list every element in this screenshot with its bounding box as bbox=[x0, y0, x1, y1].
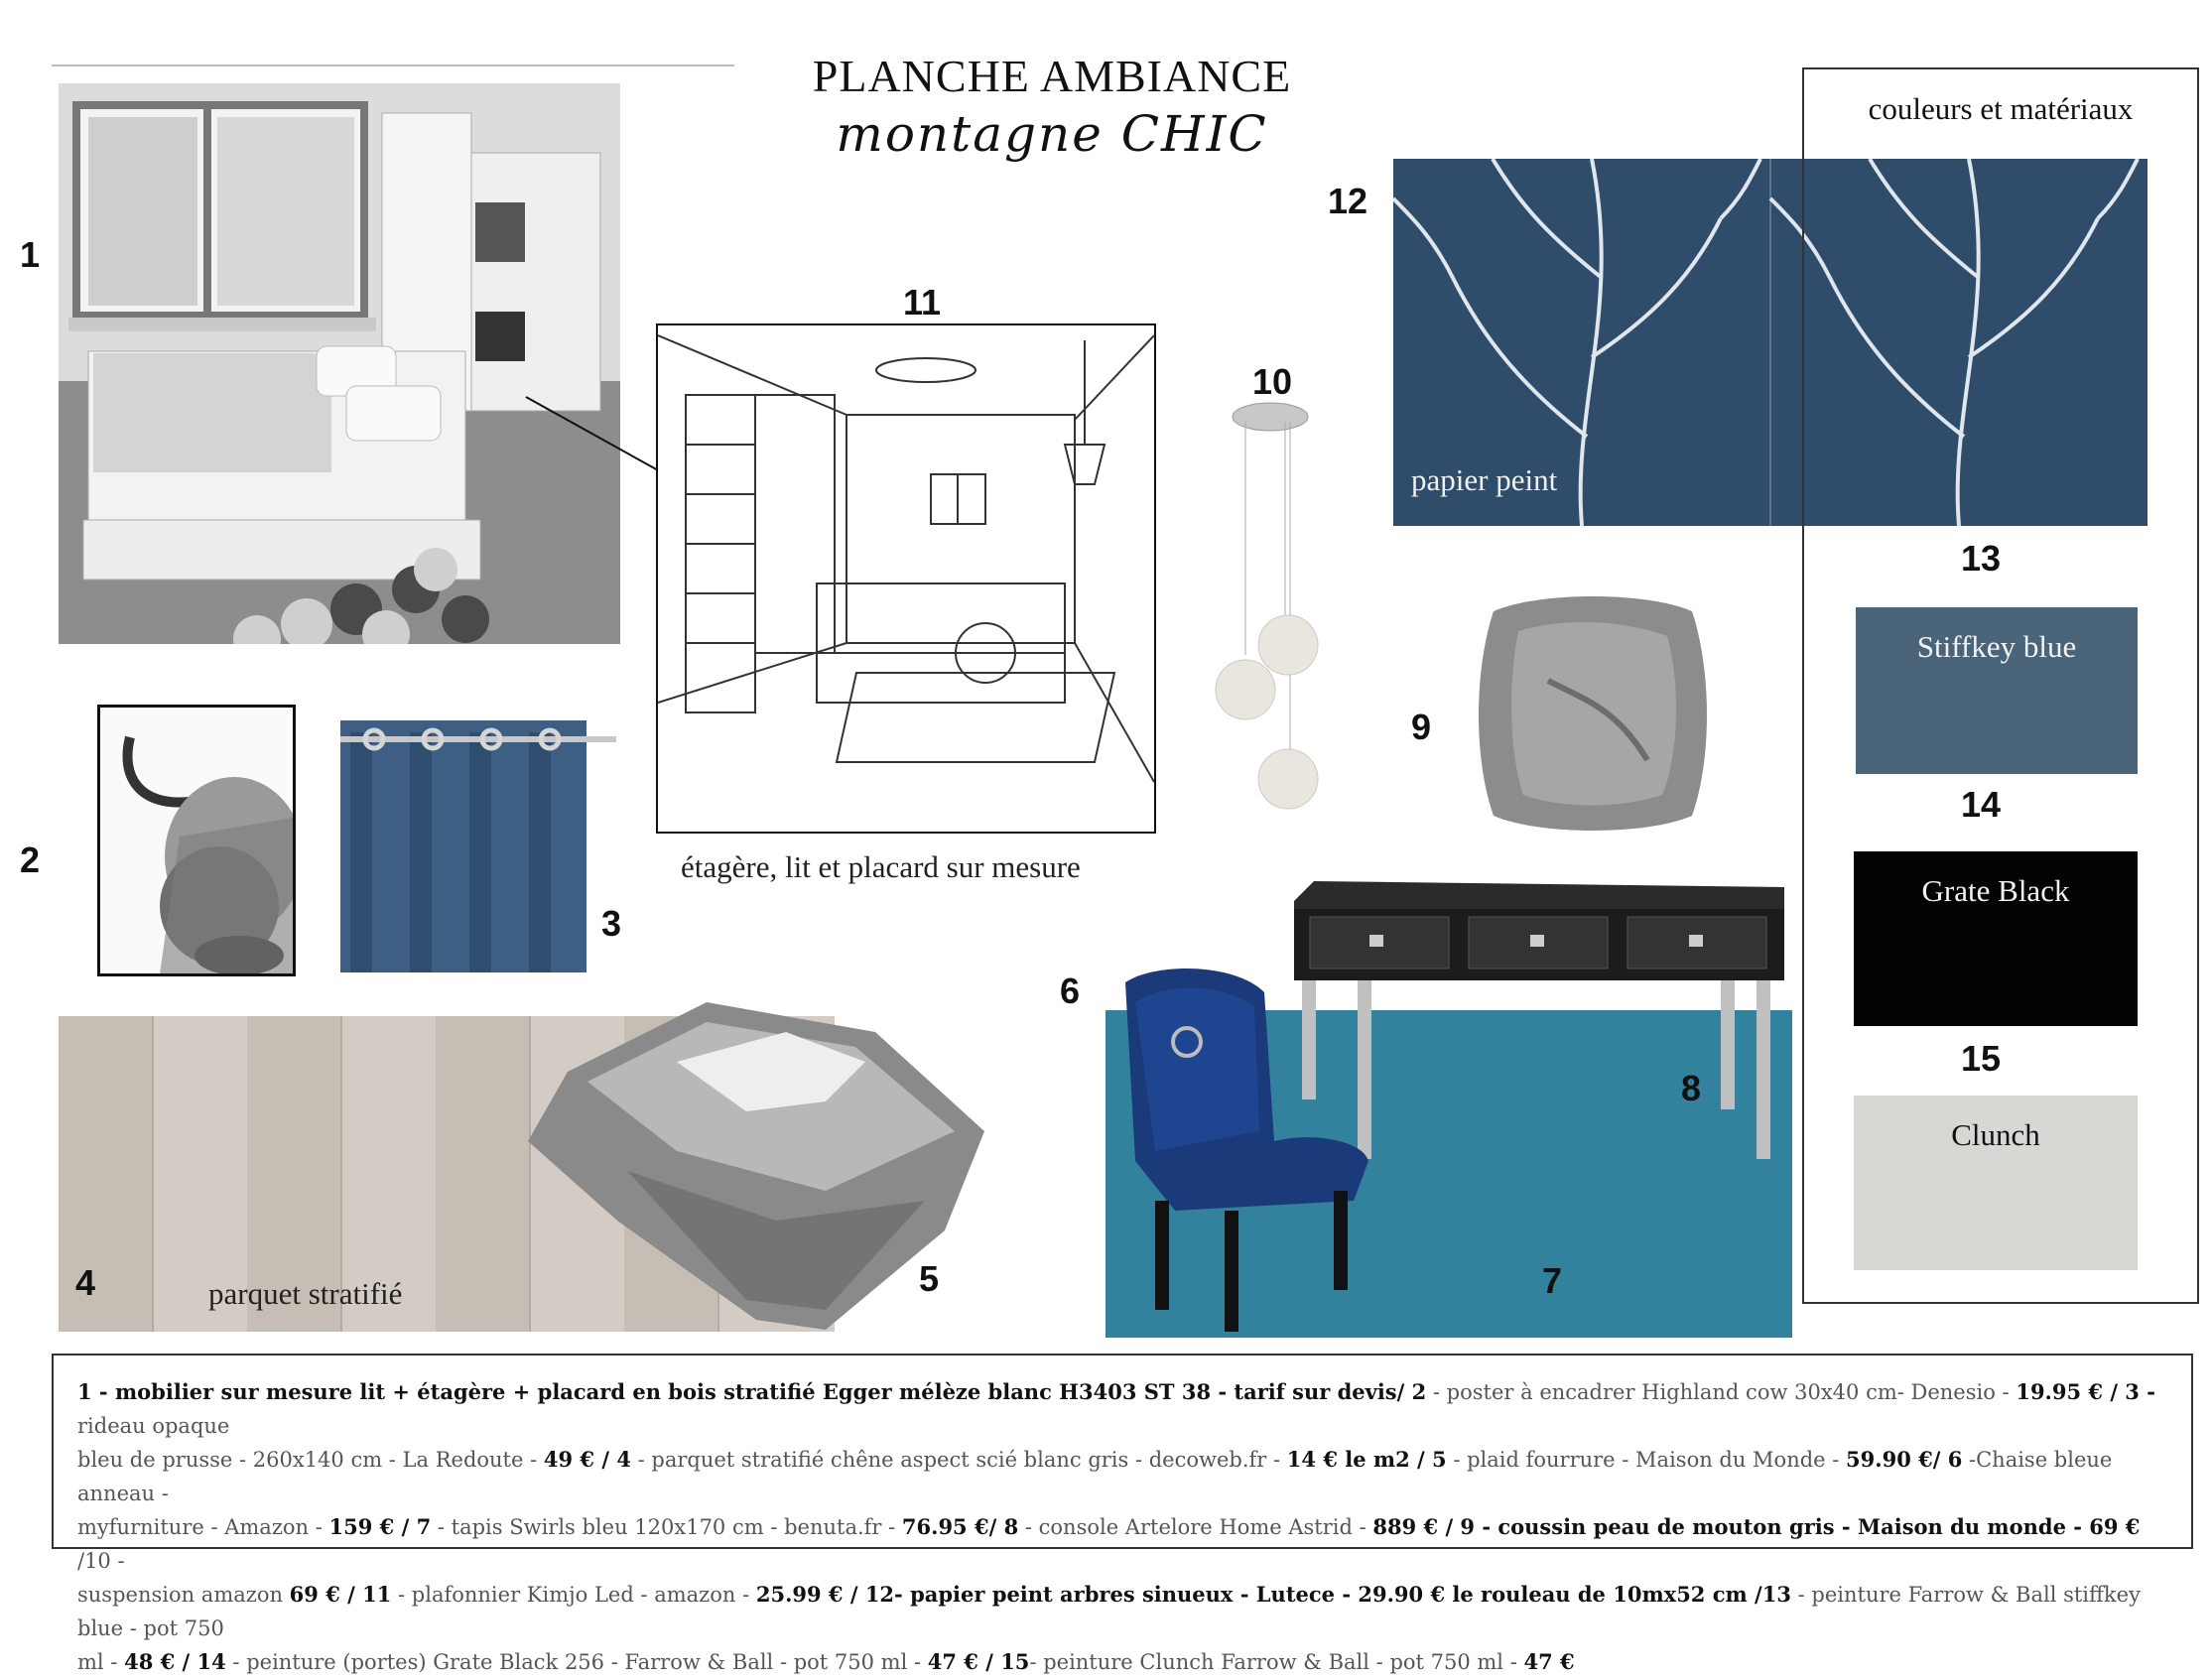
product-list bbox=[52, 1354, 2193, 1674]
label-13: 13 bbox=[1961, 538, 2002, 579]
product-line-5: ml - 48 € / 14 - peinture (portes) Grate Black 256 - Farrow & Ball - pot 750 ml - 47 € / 15- peinture Clunch Farrow & Ball - pot 750 ml - 47 € bbox=[77, 1649, 1575, 1674]
page-subtitle: montagne CHIC bbox=[836, 105, 1268, 163]
label-15: 15 bbox=[1961, 1038, 2002, 1079]
sheepskin-cushion-image bbox=[1479, 591, 1707, 836]
label-8: 8 bbox=[1681, 1068, 1702, 1108]
label-10: 10 bbox=[1252, 361, 1293, 402]
page-title: PLANCHE AMBIANCE bbox=[812, 51, 1292, 101]
palette-title: couleurs et matériaux bbox=[1868, 91, 2134, 126]
fur-throw-image bbox=[528, 992, 984, 1330]
swatch-label: Grate Black bbox=[1921, 873, 2070, 908]
label-4: 4 bbox=[75, 1262, 96, 1303]
curtain-image bbox=[340, 712, 616, 972]
label-2: 2 bbox=[20, 840, 41, 880]
label-11: 11 bbox=[903, 282, 942, 323]
label-14: 14 bbox=[1961, 784, 2002, 825]
floor-caption: parquet stratifié bbox=[208, 1276, 403, 1311]
cow-poster-image bbox=[97, 705, 296, 976]
blue-chair-image bbox=[1115, 963, 1373, 1332]
wallpaper-caption: papier peint bbox=[1411, 462, 1558, 497]
header-rule bbox=[52, 65, 734, 66]
label-7: 7 bbox=[1542, 1260, 1563, 1301]
swatch-label: Stiffkey blue bbox=[1916, 629, 2077, 664]
swatch-stiffkey-blue bbox=[1856, 607, 2138, 774]
pendant-lamp-image bbox=[1201, 397, 1350, 814]
swatch-grate-black bbox=[1854, 851, 2138, 1026]
bedroom-render-image bbox=[59, 83, 620, 644]
label-5: 5 bbox=[919, 1258, 940, 1299]
product-line-1: 1 - mobilier sur mesure lit + étagère + placard en bois stratifié Egger mélèze blanc H3403 ST 38 - tarif sur devis/ 2 - poster à encadrer Highland cow 30x40 cm- Denesio - 19.95 € / 3 - rideau opaque bbox=[77, 1379, 2155, 1438]
sketch-caption: étagère, lit et placard sur mesure bbox=[681, 849, 1081, 884]
label-3: 3 bbox=[601, 903, 622, 944]
swatch-clunch bbox=[1854, 1096, 2138, 1270]
product-line-2: bleu de prusse - 260x140 cm - La Redoute - 49 € / 4 - parquet stratifié chêne aspect scié blanc gris - decoweb.fr - 14 € le m2 / 5 - plaid fourrure - Maison du Monde - 59.90 €/ 6 -Chaise bleue anneau - bbox=[77, 1447, 2113, 1505]
label-9: 9 bbox=[1411, 707, 1432, 747]
label-1: 1 bbox=[20, 234, 41, 275]
label-6: 6 bbox=[1060, 970, 1081, 1011]
product-line-3: myfurniture - Amazon - 159 € / 7 - tapis Swirls bleu 120x170 cm - benuta.fr - 76.95 €/ 8 - console Artelore Home Astrid - 889 € / 9 - coussin peau de mouton gris - Maison du monde - 69 € /10 - bbox=[77, 1514, 2141, 1573]
product-line-4: suspension amazon 69 € / 11 - plafonnier Kimjo Led - amazon - 25.99 € / 12- papier peint arbres sinueux - Lutece - 29.90 € le rouleau de 10mx52 cm /13 - peinture Farrow & Ball stiffkey blue - pot 750 bbox=[77, 1582, 2141, 1640]
swatch-label: Clunch bbox=[1951, 1117, 2040, 1152]
label-12: 12 bbox=[1328, 181, 1368, 221]
room-sketch-image bbox=[656, 323, 1156, 834]
